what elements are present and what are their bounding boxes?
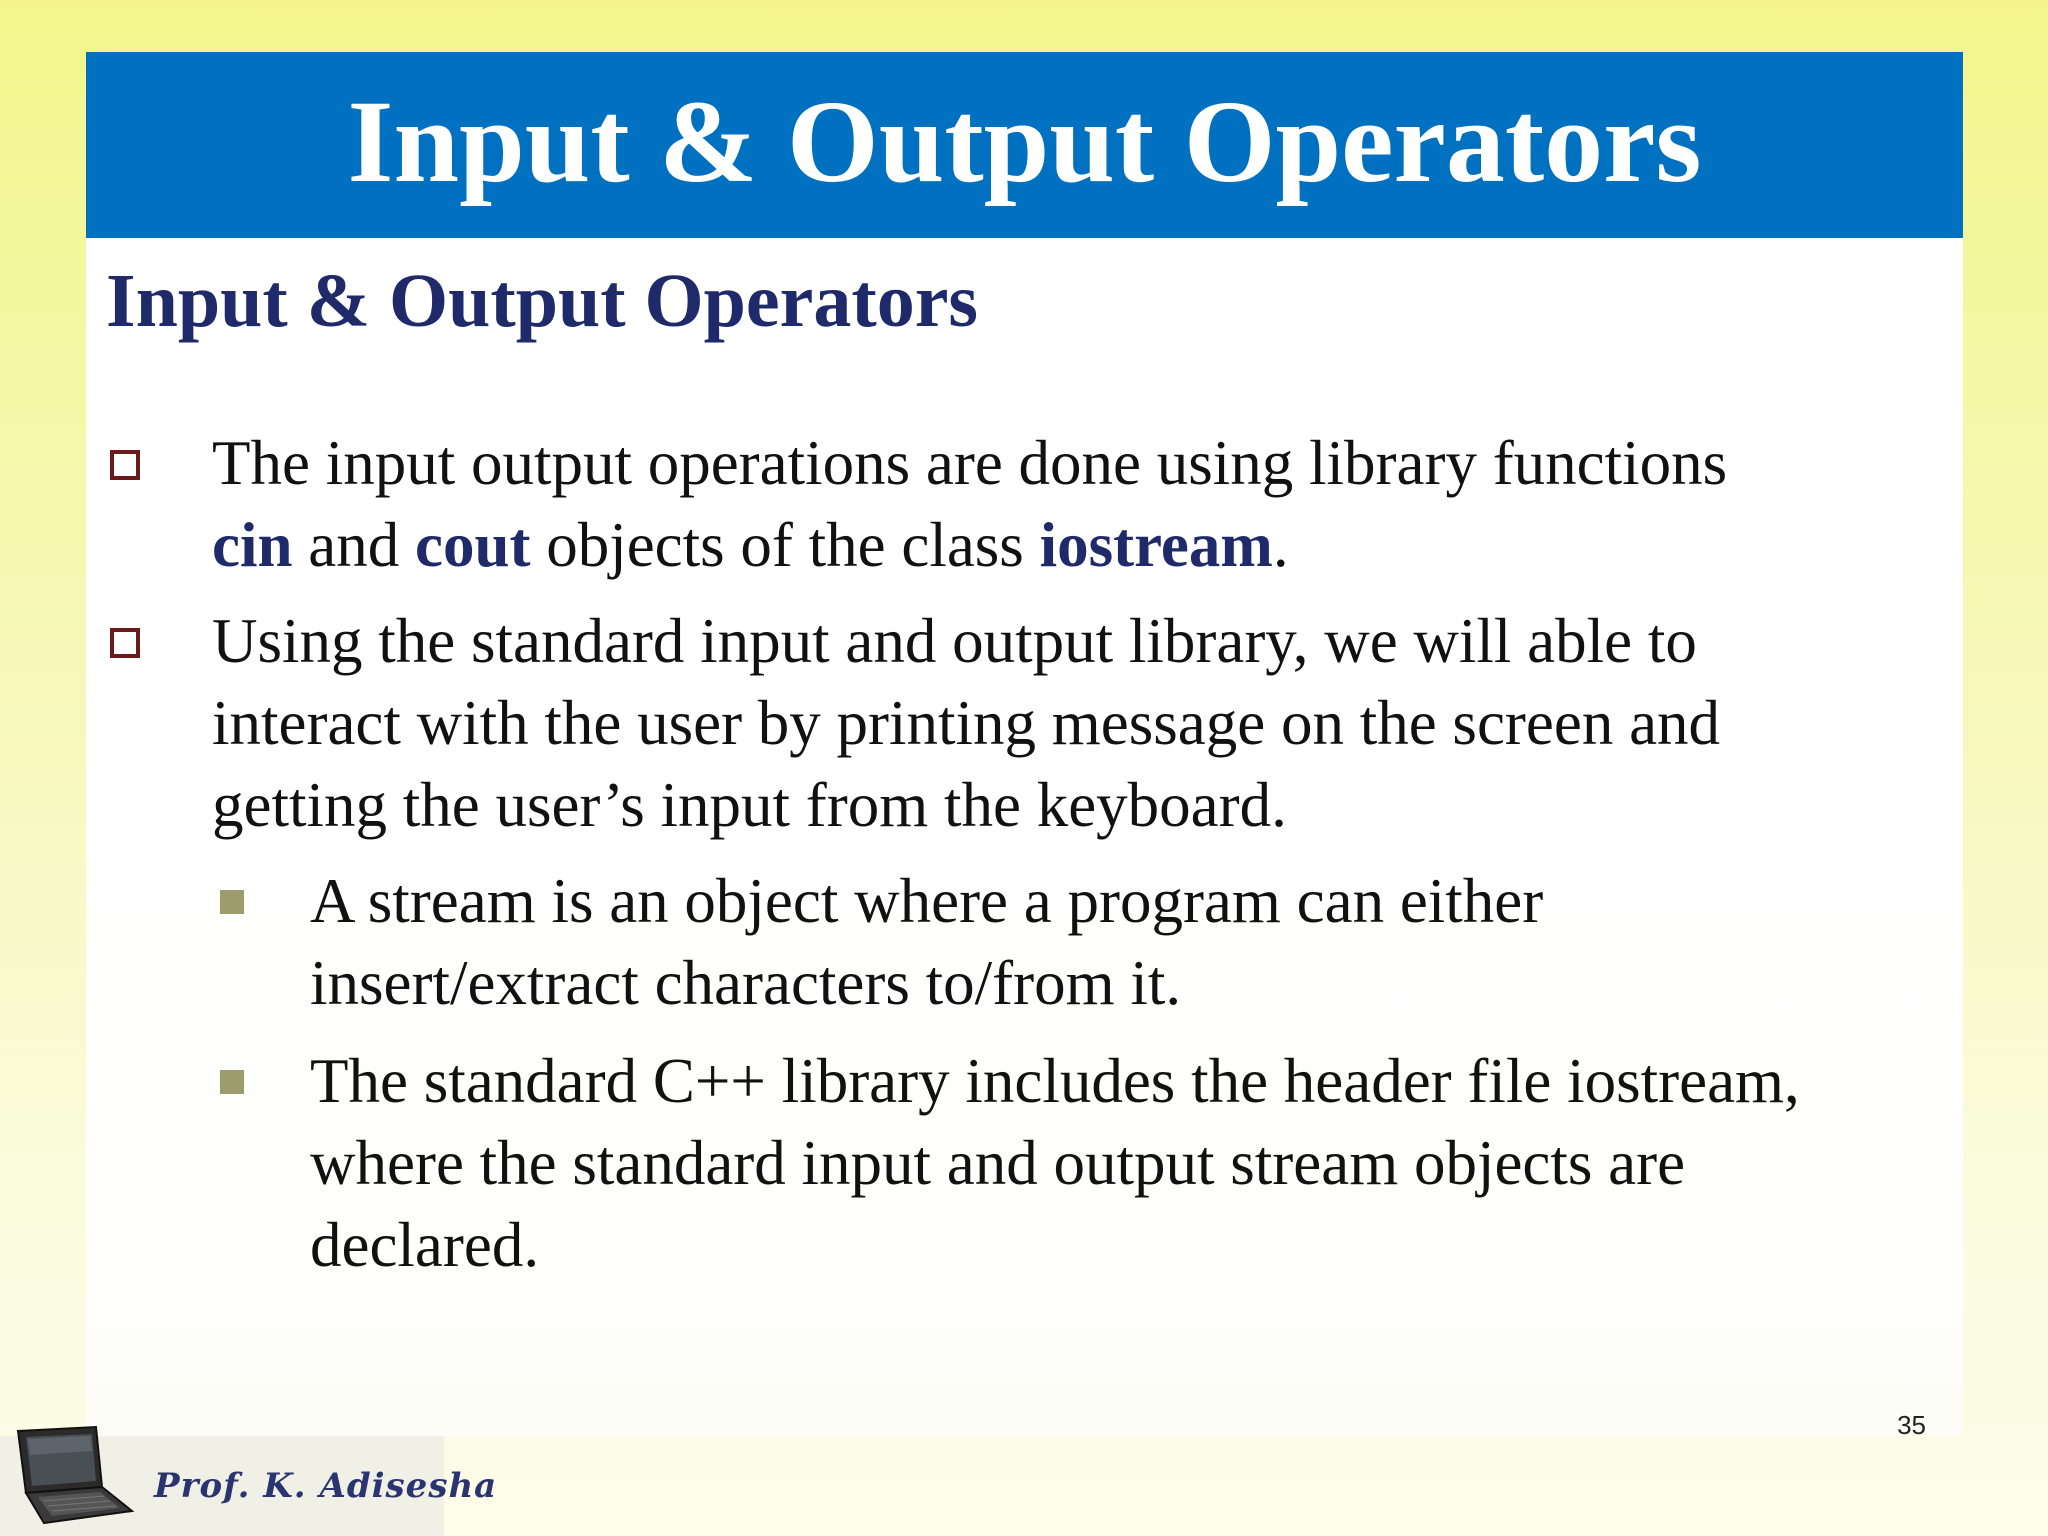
sub-bullet-1-line-1: A stream is an object where a program can either <box>310 866 1544 936</box>
solid-square-bullet-icon <box>220 890 244 914</box>
page-number: 35 <box>1897 1410 1926 1440</box>
slide-subtitle: Input & Output Operators <box>106 259 978 343</box>
hollow-square-bullet-icon <box>110 450 140 480</box>
keyword-cout: cout <box>414 510 531 580</box>
solid-square-bullet-icon <box>220 1070 244 1094</box>
bullet-2 <box>86 600 1963 846</box>
bullet-1-text-segment: and <box>292 510 415 580</box>
bullet-1-line-1: The input output operations are done using library functions <box>212 428 1728 498</box>
keyword-cin: cin <box>212 510 293 580</box>
hollow-square-bullet-icon <box>110 628 140 658</box>
bullet-2-line-2: interact with the user by printing message on the screen and <box>212 688 1721 758</box>
laptop-icon <box>4 1425 134 1529</box>
bullet-1-text-segment: objects of the class <box>530 510 1040 580</box>
bullet-2-line-1: Using the standard input and output library, we will able to <box>212 606 1697 676</box>
sub-bullet-2-line-1: The standard C++ library includes the header file iostream, <box>310 1046 1800 1116</box>
slide-title: Input & Output Operators <box>347 76 1702 207</box>
bullet-1-text-segment: . <box>1272 510 1289 580</box>
footer-logo-text: Prof. K. Adisesha <box>154 1466 498 1506</box>
bullet-1-line-2 <box>212 504 1289 586</box>
bullet-2-line-3: getting the user’s input from the keyboard. <box>212 770 1287 840</box>
sub-bullet-2-line-3: declared. <box>310 1210 540 1280</box>
slide-panel <box>86 52 1963 1436</box>
sub-bullet-1-line-2: insert/extract characters to/from it. <box>310 948 1182 1018</box>
bullet-1 <box>86 422 1963 586</box>
sub-bullet-1 <box>86 860 1963 1024</box>
keyword-iostream: iostream <box>1039 510 1273 580</box>
sub-bullet-2-line-2: where the standard input and output stream objects are <box>310 1128 1686 1198</box>
sub-bullet-2 <box>86 1040 1963 1286</box>
title-bar <box>86 52 1963 238</box>
